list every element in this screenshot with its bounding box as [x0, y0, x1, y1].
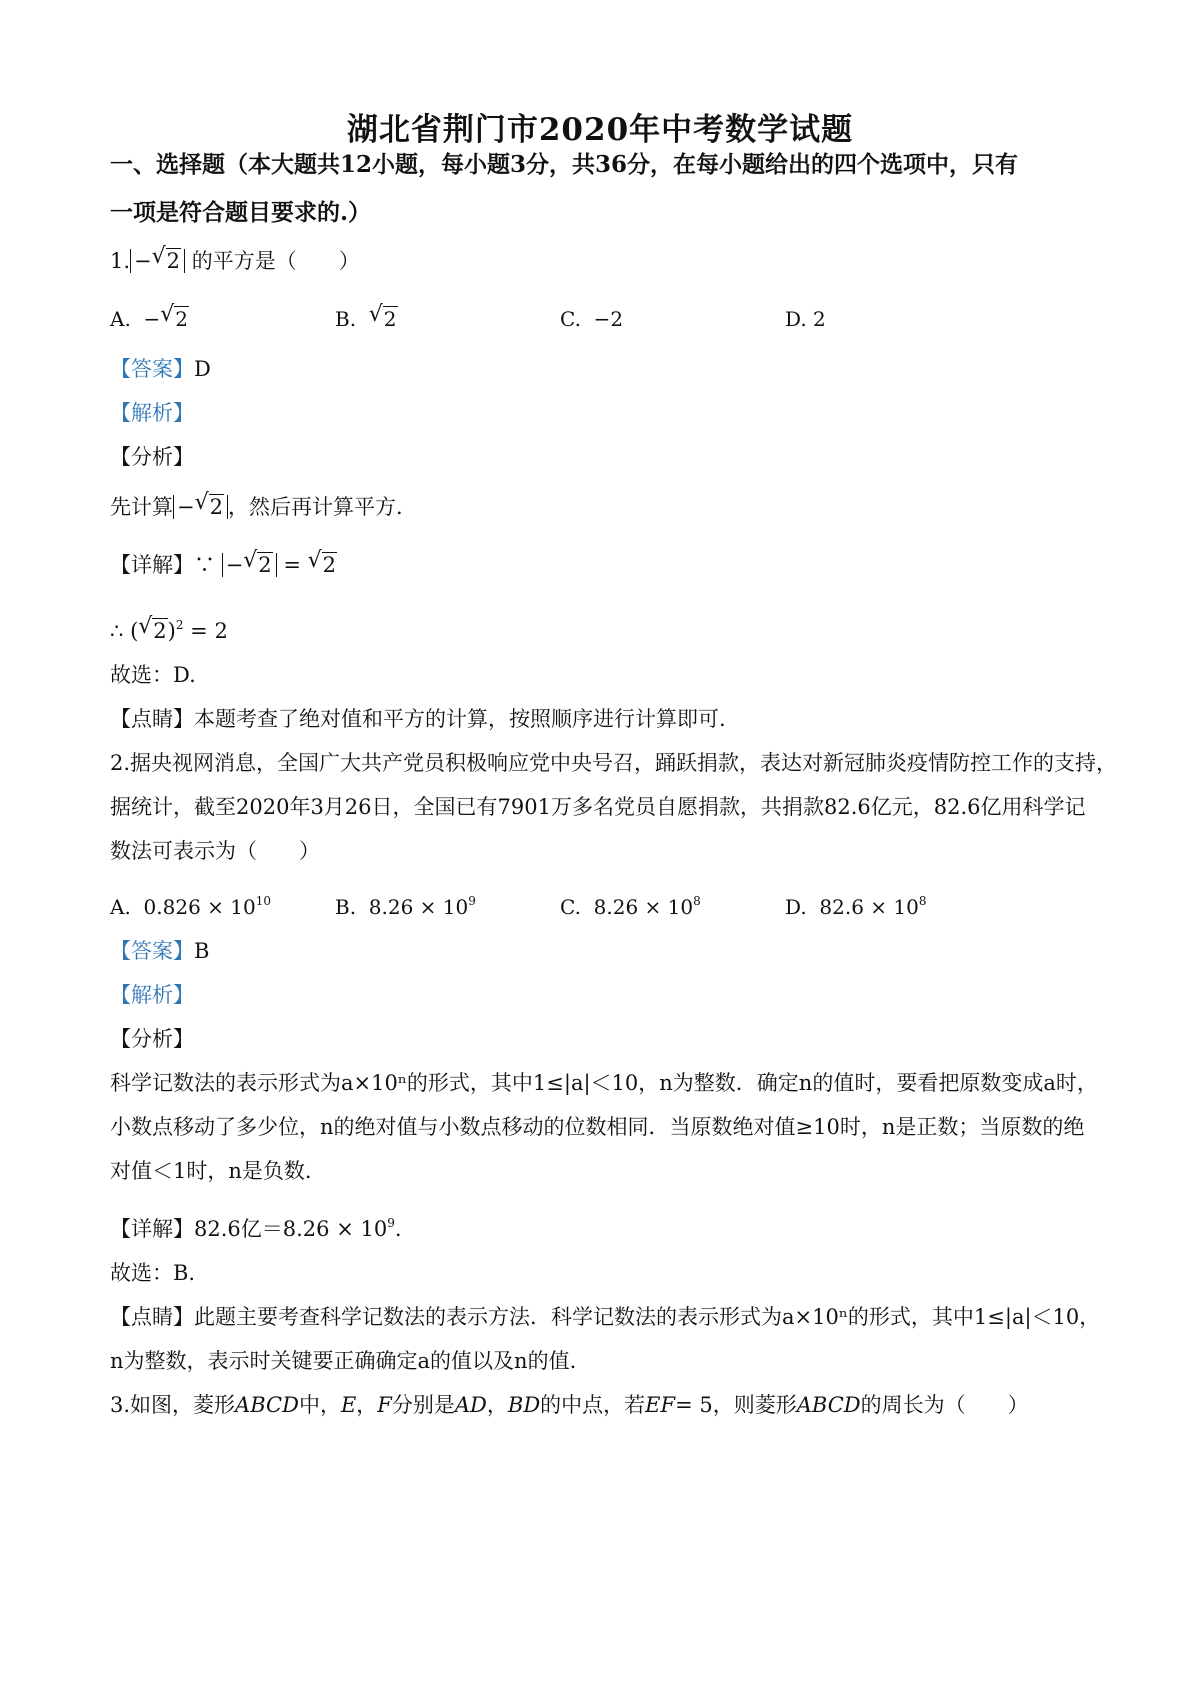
q1-number: 1.: [110, 249, 131, 273]
sqrt-symbol: √ 2: [151, 244, 181, 273]
page-title: 湖北省荆门市2020年中考数学试题: [346, 112, 854, 148]
analysis-text: ，然后再计算平方.: [227, 495, 403, 519]
radicand: 2: [209, 495, 223, 519]
q2-detail: [110, 1210, 402, 1242]
therefore-symbol: ∴: [110, 619, 124, 643]
radicand: 2: [175, 307, 189, 331]
option-base: 0.826 × 10: [143, 895, 256, 919]
q1-answer: [110, 356, 211, 382]
comment-text: 此题主要考查科学记数法的表示方法．科学记数法的表示形式为a×10ⁿ的形式，其中1≤|a|＜10，: [194, 1305, 1101, 1329]
option-label: A.: [110, 307, 131, 331]
comment-text: 本题考查了绝对值和平方的计算，按照顺序进行计算即可.: [194, 707, 726, 731]
q2-comment-line1: [110, 1304, 1100, 1330]
radicand: 2: [383, 307, 397, 331]
sqrt-symbol: √ 2: [194, 490, 223, 519]
q3-eq: = 5: [675, 1393, 713, 1417]
q2-answer: [110, 938, 209, 964]
comment-label: 【点睛】: [110, 1305, 194, 1329]
detail-period: .: [394, 1217, 402, 1241]
q1-fenxi-label: 【分析】: [110, 445, 194, 469]
q1-comment: [110, 706, 726, 732]
option-base: 8.26 × 10: [368, 895, 469, 919]
q1-therefore: [110, 612, 228, 644]
q3-text: ，: [486, 1393, 508, 1417]
option-label: D.: [785, 307, 807, 331]
q2-option-d: [785, 888, 927, 920]
section-heading-line2: 一项是符合题目要求的.）: [110, 199, 372, 226]
q2-stem-line3: 数法可表示为（ ）: [110, 839, 320, 863]
q2-option-c: [560, 888, 701, 920]
q1-analysis-label: 【解析】: [110, 401, 194, 425]
sqrt-symbol: √ 2: [243, 548, 272, 577]
q1-option-d: [785, 306, 826, 332]
option-exponent: 8: [693, 894, 701, 908]
q1-stem-tail: 的平方是（ ）: [191, 249, 360, 273]
q3-text: 的中点，若: [540, 1393, 646, 1417]
q3-var: BD: [507, 1393, 541, 1417]
q3-var: E: [340, 1393, 357, 1417]
radicand: 2: [153, 619, 167, 643]
q3-text: ，: [356, 1393, 378, 1417]
answer-value: B: [194, 939, 210, 963]
q1-stem: [110, 244, 360, 274]
option-exponent: 9: [468, 894, 476, 908]
q3-text: 分别是: [391, 1393, 455, 1417]
q1-detail: [110, 548, 337, 578]
q1-option-a: [110, 302, 189, 332]
q1-analysis-text: [110, 490, 403, 520]
option-label: A.: [110, 895, 131, 919]
q3-text: ，则菱形: [712, 1393, 797, 1417]
minus-sign: −: [134, 249, 152, 273]
paren-open: (: [130, 619, 139, 643]
detail-exponent: 9: [387, 1216, 395, 1230]
option-base: 82.6 × 10: [819, 895, 919, 919]
q2-analysis-line2: 小数点移动了多少位，n的绝对值与小数点移动的位数相同．当原数绝对值≥10时，n是正数；当原数的绝: [110, 1115, 1085, 1139]
q2-option-a: [110, 888, 271, 920]
option-exponent: 8: [918, 894, 927, 908]
q3-var: ABCD: [796, 1393, 861, 1417]
answer-label: 【答案】: [110, 357, 194, 381]
minus-sign: −: [225, 553, 244, 577]
detail-label: 【详解】: [110, 553, 194, 577]
answer-value: D: [194, 357, 211, 381]
paren-close: ): [167, 619, 176, 643]
minus-sign: −: [177, 495, 195, 519]
exponent: 2: [175, 618, 184, 632]
q3-var: AD: [454, 1393, 487, 1417]
result: = 2: [190, 619, 228, 643]
q2-comment-line2: n为整数，表示时关键要正确确定a的值以及n的值.: [110, 1349, 577, 1373]
equals-sign: =: [283, 553, 301, 577]
q3-text: 的周长为（ ）: [860, 1393, 1029, 1417]
abs-expression: [130, 244, 185, 273]
option-label: B.: [335, 307, 357, 331]
q2-option-b: [335, 888, 476, 920]
q3-text: 3.如图，菱形: [110, 1393, 236, 1417]
radicand: 2: [258, 553, 272, 577]
q3-var: EF: [645, 1393, 676, 1417]
option-exponent: 10: [255, 894, 271, 908]
q2-stem-line2: 据统计，截至2020年3月26日，全国已有7901万多名党员自愿捐款，共捐款82.6亿元，82.6亿用科学记: [110, 795, 1086, 819]
radicand: 2: [322, 553, 337, 577]
sqrt-symbol: √ 2: [138, 614, 167, 643]
option-label: D.: [785, 895, 807, 919]
q1-choice: 故选：D.: [110, 663, 196, 687]
q2-analysis-label: 【解析】: [110, 983, 194, 1007]
detail-label: 【详解】: [110, 1217, 194, 1241]
q3-stem: [110, 1392, 1029, 1418]
q2-choice: 故选：B.: [110, 1261, 196, 1285]
sqrt-symbol: √ 2: [307, 548, 337, 577]
option-value: −2: [593, 307, 624, 331]
detail-text: 82.6亿＝8.26 × 10: [194, 1217, 388, 1241]
option-value: 2: [813, 307, 826, 331]
q2-analysis-line1: 科学记数法的表示形式为a×10ⁿ的形式，其中1≤|a|＜10，n为整数．确定n的值时，要看把原数变成a时，: [110, 1071, 1098, 1095]
q3-text: 中，: [298, 1393, 341, 1417]
radicand: 2: [166, 249, 181, 273]
q1-option-c: [560, 306, 623, 332]
option-label: C.: [560, 307, 581, 331]
q2-stem-line1: 2.据央视网消息，全国广大共产党员积极响应党中央号召，踊跃捐款，表达对新冠肺炎疫情防控工作的支持，: [110, 751, 1118, 775]
section-heading-line1: 一、选择题（本大题共12小题，每小题3分，共36分，在每小题给出的四个选项中，只有: [110, 151, 1019, 178]
option-sign: −: [143, 307, 161, 331]
abs-expression: [222, 548, 277, 577]
q1-option-b: [335, 302, 398, 332]
q3-var: ABCD: [235, 1393, 299, 1417]
q2-analysis-line3: 对值＜1时，n是负数.: [110, 1159, 312, 1183]
answer-label: 【答案】: [110, 939, 194, 963]
q2-fenxi-label: 【分析】: [110, 1027, 194, 1051]
q3-var: F: [377, 1393, 392, 1417]
option-label: C.: [560, 895, 581, 919]
option-label: B.: [335, 895, 357, 919]
comment-label: 【点睛】: [110, 707, 194, 731]
sqrt-symbol: √ 2: [368, 302, 397, 331]
abs-expression: [173, 490, 228, 519]
analysis-text: 先计算: [110, 495, 173, 519]
because-symbol: ∵: [194, 553, 215, 577]
option-base: 8.26 × 10: [593, 895, 694, 919]
sqrt-symbol: √ 2: [160, 302, 189, 331]
